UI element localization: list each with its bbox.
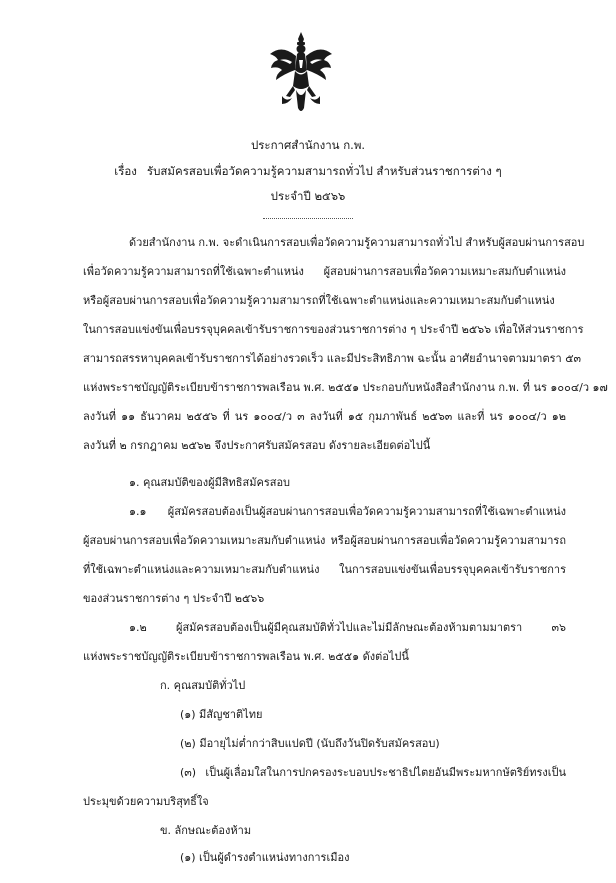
subject-label: เรื่อง [114, 164, 137, 178]
announcement-subject-line [0, 163, 616, 179]
intro-line: ลงวันที่ ๑๑ ธันวาคม ๒๕๕๖ ที่ นร ๑๐๐๔/ว ๓ ลงวันที่ ๑๕ กุมภาพันธ์ ๒๕๖๓ และที่ นร ๑๐๐๔/ว ๑๒ [83, 410, 567, 423]
subject-text: รับสมัครสอบเพื่อวัดความรู้ความสามารถทั่วไป สำหรับส่วนราชการต่าง ๆ [146, 164, 502, 178]
list-item: (๓) เป็นผู้เลื่อมใสในการปกครองระบอบประชาธิปไตยอันมีพระมหากษัตริย์ทรงเป็น [180, 766, 566, 779]
intro-line: สามารถสรรหาบุคคลเข้ารับราชการได้อย่างรวดเร็ว และมีประสิทธิภาพ ฉะนั้น อาศัยอำนาจตามมาตรา ๕๓ [83, 352, 582, 365]
list-item: (๒) มีอายุไม่ต่ำกว่าสิบแปดปี (นับถึงวันปิดรับสมัครสอบ) [180, 737, 440, 750]
intro-line: ด้วยสำนักงาน ก.พ. จะดำเนินการสอบเพื่อวัดความรู้ความสามารถทั่วไป สำหรับผู้สอบผ่านการสอบ [129, 236, 585, 249]
list-item: (๑) มีสัญชาติไทย [180, 708, 263, 721]
clause-line: แห่งพระราชบัญญัติระเบียบข้าราชการพลเรือน พ.ศ. ๒๕๕๑ ดังต่อไปนี้ [83, 650, 409, 663]
intro-line: แห่งพระราชบัญญัติระเบียบข้าราชการพลเรือน พ.ศ. ๒๕๕๑ ประกอบกับหนังสือสำนักงาน ก.พ. ที่ นร ๑๐๐๔/ว ๑๗ [83, 381, 608, 394]
subsection-title: ข. ลักษณะต้องห้าม [160, 824, 252, 837]
intro-line: ในการสอบแข่งขันเพื่อบรรจุบุคคลเข้ารับราชการของส่วนราชการต่าง ๆ ประจำปี ๒๕๖๖ เพื่อให้ส่วนราชการ [83, 323, 584, 336]
announcement-year: ประจำปี ๒๕๖๖ [270, 189, 346, 203]
list-item: (๑) เป็นผู้ดำรงตำแหน่งทางการเมือง [180, 851, 350, 864]
clause-line: ๑.๒ ผู้สมัครสอบต้องเป็นผู้มีคุณสมบัติทั่วไปและไม่มีลักษณะต้องห้ามตามมาตรา ๓๖ [129, 621, 566, 634]
clause-line: ที่ใช้เฉพาะตำแหน่งและความเหมาะสมกับตำแหน่ง ในการสอบแข่งขันเพื่อบรรจุบุคคลเข้ารับราชการ [83, 563, 566, 576]
announcement-title: ประกาศสำนักงาน ก.พ. [250, 138, 366, 152]
section-heading: ๑. คุณสมบัติของผู้มีสิทธิสมัครสอบ [129, 476, 291, 489]
subsection-title: ก. คุณสมบัติทั่วไป [160, 679, 246, 692]
clause-line: ของส่วนราชการต่าง ๆ ประจำปี ๒๕๖๖ [83, 592, 265, 605]
intro-line: หรือผู้สอบผ่านการสอบเพื่อวัดความรู้ความสามารถที่ใช้เฉพาะตำแหน่งและความเหมาะสมกับตำแหน่ง [83, 294, 555, 307]
list-item-continuation: ประมุขด้วยความบริสุทธิ์ใจ [83, 795, 209, 808]
header-divider [263, 218, 353, 219]
clause-line: ๑.๑ ผู้สมัครสอบต้องเป็นผู้สอบผ่านการสอบเพื่อวัดความรู้ความสามารถที่ใช้เฉพาะตำแหน่ง [129, 505, 566, 518]
intro-line: ลงวันที่ ๒ กรกฎาคม ๒๕๖๒ จึงประกาศรับสมัครสอบ ดังรายละเอียดต่อไปนี้ [83, 439, 431, 452]
intro-line: เพื่อวัดความรู้ความสามารถที่ใช้เฉพาะตำแหน่ง ผู้สอบผ่านการสอบเพื่อวัดความเหมาะสมกับตำแหน่ง [83, 265, 566, 278]
clause-line: ผู้สอบผ่านการสอบเพื่อวัดความเหมาะสมกับตำแหน่ง หรือผู้สอบผ่านการสอบเพื่อวัดความรู้ความสามารถ [83, 534, 566, 547]
garuda-emblem-icon [268, 30, 334, 116]
